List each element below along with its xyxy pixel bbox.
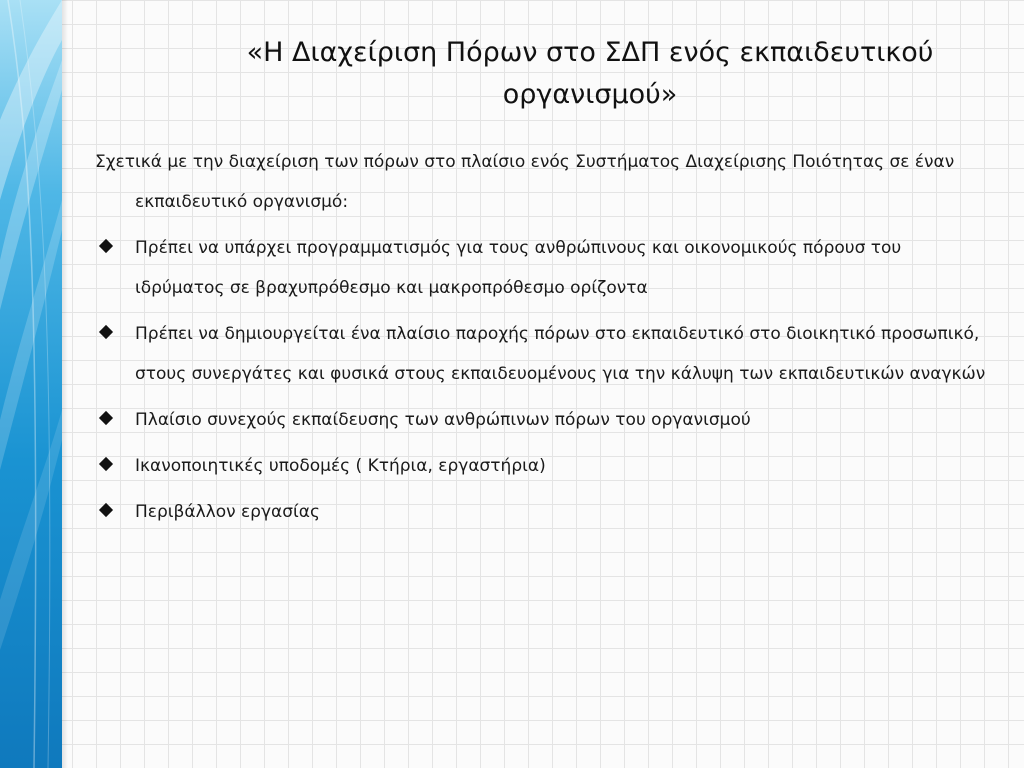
bullet-item [95, 446, 990, 486]
side-band-shadow [62, 0, 68, 768]
bullet-list [95, 228, 990, 532]
bullet-item [95, 228, 990, 308]
bullet-item [95, 400, 990, 440]
slide-title: «Η Διαχείριση Πόρων στο ΣΔΠ ενός εκπαιδευτικού οργανισμού» [246, 37, 934, 110]
decorative-side-band [0, 0, 62, 768]
bullet-text: Πρέπει να δημιουργείται ένα πλαίσιο παροχής πόρων στο εκπαιδευτικό στο διοικητικό προσωπικό, στους συνεργάτες και φυσικά στους εκπαιδευομένους για την κάλυψη των εκπαιδευτικών αναγκών [135, 324, 986, 384]
bullet-text: Ικανοποιητικές υποδομές ( Κτήρια, εργαστήρια) [135, 456, 546, 476]
diamond-bullet-icon [99, 411, 113, 425]
bullet-item [95, 314, 990, 394]
bullet-text: Περιβάλλον εργασίας [135, 502, 320, 522]
diamond-bullet-icon [99, 325, 113, 339]
bullet-text: Πρέπει να υπάρχει προγραμματισμός για τους ανθρώπινους και οικονομικούς πόρουσ του ιδρύματος σε βραχυπρόθεσμο και μακροπρόθεσμο ορίζοντα [135, 238, 902, 298]
diamond-bullet-icon [99, 239, 113, 253]
intro-text: Σχετικά με την διαχείριση των πόρων στο πλαίσιο ενός Συστήματος Διαχείρισης Ποιότητας σε έναν εκπαιδευτικό οργανισμό: [95, 152, 955, 212]
diamond-bullet-icon [99, 457, 113, 471]
bullet-text: Πλαίσιο συνεχούς εκπαίδευσης των ανθρώπινων πόρων του οργανισμού [135, 410, 751, 430]
bullet-item [95, 492, 990, 532]
diamond-bullet-icon [99, 503, 113, 517]
slide-content [95, 142, 990, 538]
wave-decoration-graphic [0, 0, 62, 768]
